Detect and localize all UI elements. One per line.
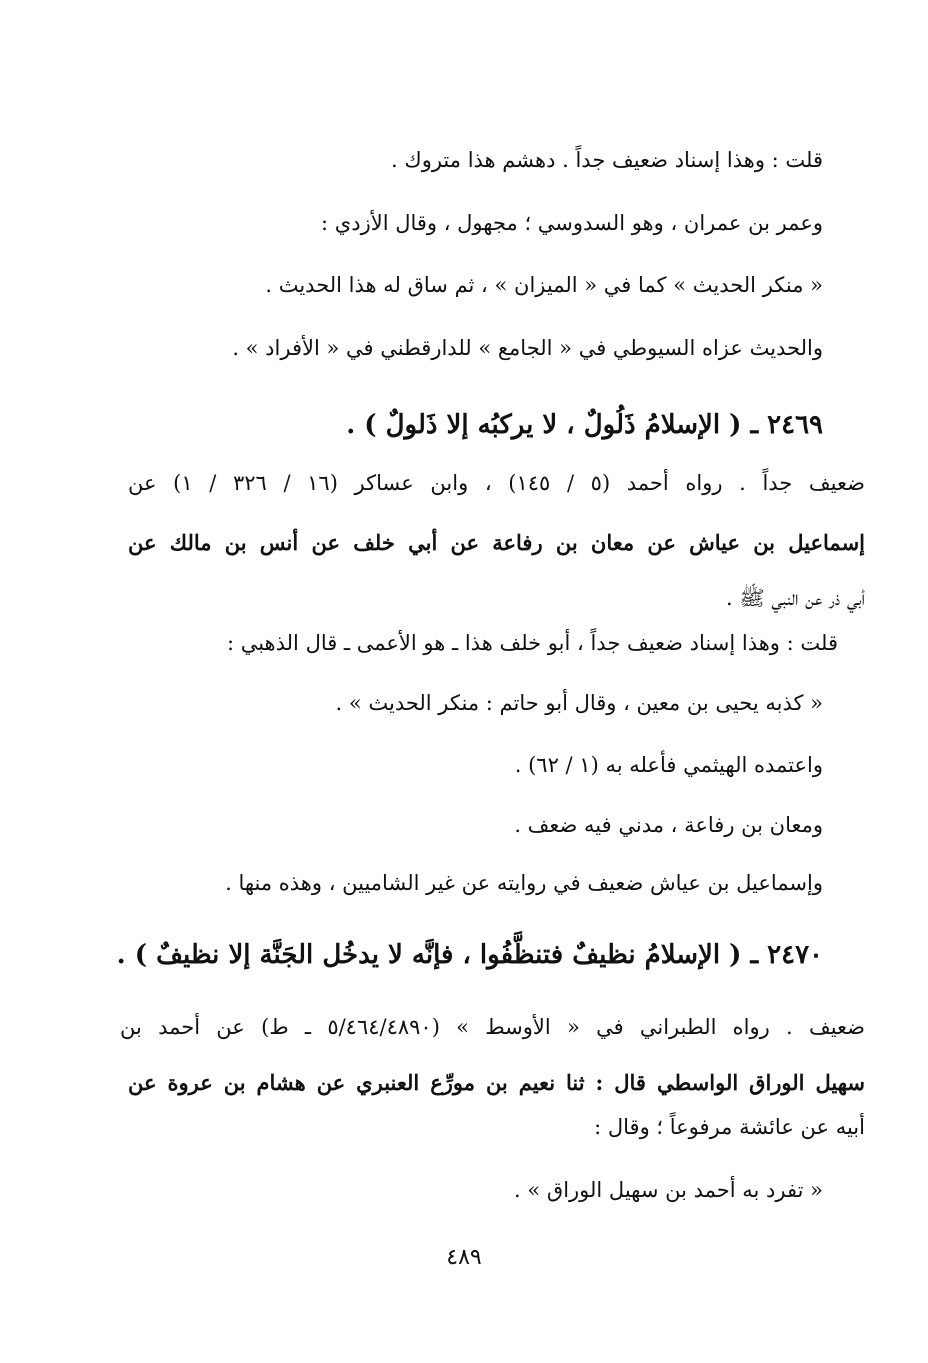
text-line: والحديث عزاه السيوطي في « الجامع » للدارقطني في « الأفراد » .	[232, 336, 823, 360]
text-line: وعمر بن عمران ، وهو السدوسي ؛ مجهول ، وقال الأزدي :	[321, 211, 823, 235]
text-line: « منكر الحديث » كما في « الميزان » ، ثم ساق له هذا الحديث .	[265, 273, 823, 297]
text-line: وإسماعيل بن عياش ضعيف في روايته عن غير الشاميين ، وهذه منها .	[225, 871, 823, 895]
text-line: إسماعيل بن عياش عن معان بن رفاعة عن أبي خلف عن أنس بن مالك عن	[128, 530, 865, 555]
text-line: أبيه عن عائشة مرفوعاً ؛ وقال :	[594, 1115, 865, 1139]
hadith-heading-2469: ٢٤٦٩ ـ ( الإسلامُ ذَلُولٌ ، لا يركبُه إلا ذَلولٌ ) .	[346, 410, 823, 440]
text-line: « كذبه يحيى بن معين ، وقال أبو حاتم : منكر الحديث » .	[335, 691, 823, 715]
hadith-heading-2470: ٢٤٧٠ ـ ( الإسلامُ نظيفٌ فتنظَّفُوا ، فإنَّه لا يدخُل الجَنَّة إلا نظيفٌ ) .	[116, 940, 823, 970]
text-line: « تفرد به أحمد بن سهيل الوراق » .	[514, 1178, 823, 1202]
text-line: واعتمده الهيثمي فأعله به (١ / ٦٢) .	[514, 753, 823, 777]
text-line: ضعيف . رواه الطبراني في « الأوسط » (٥/٤٦٤/٤٨٩٠ ـ ط) عن أحمد بن	[120, 1015, 865, 1039]
text-line: ومعان بن رفاعة ، مدني فيه ضعف .	[514, 813, 823, 837]
text-line: قلت : وهذا إسناد ضعيف جداً ، أبو خلف هذا ـ هو الأعمى ـ قال الذهبي :	[226, 631, 838, 655]
page-number: ٤٨٩	[446, 1245, 482, 1270]
text-line: ضعيف جداً . رواه أحمد (٥ / ١٤٥) ، وابن عساكر (١٦ / ٣٢٦ / ١) عن	[128, 471, 865, 495]
text-line: قلت : وهذا إسناد ضعيف جداً . دهشم هذا متروك .	[391, 148, 823, 172]
text-line: سهيل الوراق الواسطي قال : ثنا نعيم بن مورِّع العنبري عن هشام بن عروة عن	[128, 1070, 865, 1095]
text-line: أبي ذر عن النبي ﷺ .	[726, 586, 865, 610]
